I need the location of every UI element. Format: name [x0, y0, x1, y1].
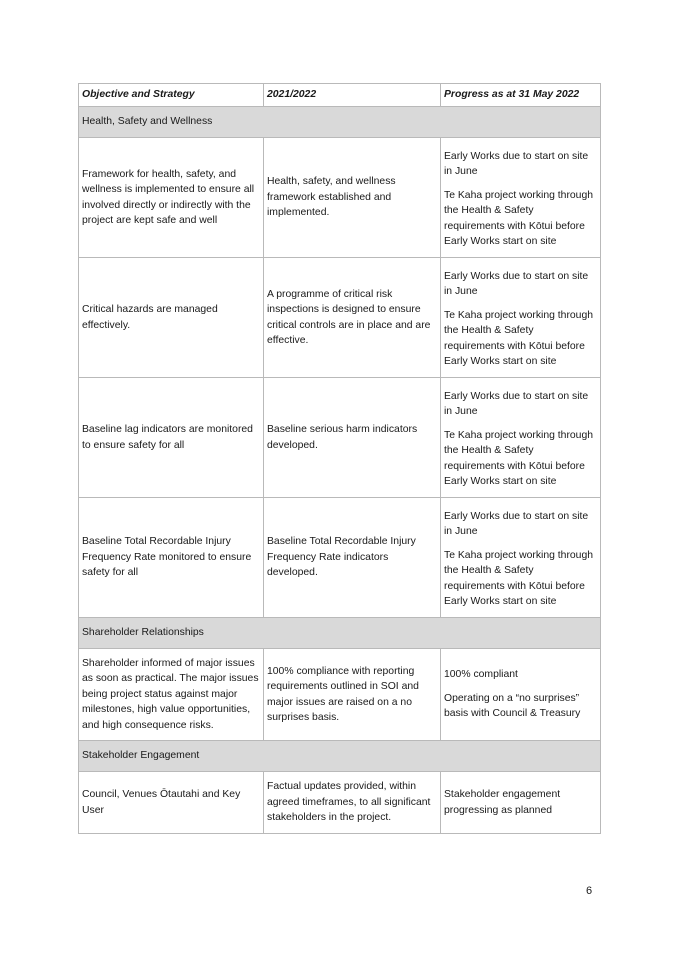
header-year: 2021/2022 [264, 84, 441, 107]
objective-cell: Council, Venues Ōtautahi and Key User [79, 772, 264, 834]
progress-text: Early Works due to start on site in June [444, 510, 589, 537]
table-row [79, 498, 601, 618]
progress-cell [441, 772, 601, 834]
progress-text: Te Kaha project working through the Health & Safety requirements with Kōtui before Early Works start on site [444, 309, 594, 367]
section-title: Health, Safety and Wellness [79, 107, 601, 138]
target-cell: Health, safety, and wellness framework established and implemented. [264, 138, 441, 258]
progress-cell [441, 378, 601, 498]
table-header-row [79, 84, 601, 107]
progress-text: Early Works due to start on site in June [444, 150, 589, 177]
progress-cell [441, 649, 601, 741]
objective-cell: Framework for health, safety, and wellness is implemented to ensure all involved directly or indirectly with the project are kept safe and well [79, 138, 264, 258]
page-number: 6 [586, 885, 593, 897]
table-row [79, 772, 601, 834]
progress-text: Operating on a “no surprises” basis with Council & Treasury [444, 692, 581, 720]
progress-text: Te Kaha project working through the Health & Safety requirements with Kōtui before Early Works start on site [444, 189, 594, 247]
progress-cell [441, 498, 601, 618]
progress-text: Te Kaha project working through the Health & Safety requirements with Kōtui before Early Works start on site [444, 549, 594, 607]
header-objective: Objective and Strategy [79, 84, 264, 107]
section-title: Stakeholder Engagement [79, 741, 601, 772]
progress-text: Early Works due to start on site in June [444, 270, 589, 297]
section-row [79, 107, 601, 138]
target-cell: 100% compliance with reporting requirements outlined in SOI and major issues are raised on a no surprises basis. [264, 649, 441, 741]
section-row [79, 741, 601, 772]
table-row [79, 138, 601, 258]
progress-cell [441, 258, 601, 378]
progress-text: 100% compliant [444, 669, 518, 681]
table-row [79, 258, 601, 378]
table-row [79, 649, 601, 741]
section-title: Shareholder Relationships [79, 618, 601, 649]
progress-cell [441, 138, 601, 258]
table-row [79, 378, 601, 498]
objectives-table [78, 83, 601, 834]
header-progress: Progress as at 31 May 2022 [441, 84, 601, 107]
progress-text: Early Works due to start on site in June [444, 390, 589, 417]
progress-text: Te Kaha project working through the Health & Safety requirements with Kōtui before Early Works start on site [444, 429, 594, 487]
section-row [79, 618, 601, 649]
objective-cell: Baseline lag indicators are monitored to ensure safety for all [79, 378, 264, 498]
objective-cell: Critical hazards are managed effectively. [79, 258, 264, 378]
target-cell: Baseline serious harm indicators developed. [264, 378, 441, 498]
target-cell: A programme of critical risk inspections is designed to ensure critical controls are in place and are effective. [264, 258, 441, 378]
objective-cell: Shareholder informed of major issues as soon as practical. The major issues being project status against major milestones, high value opportunities, and high consequence risks. [79, 649, 264, 741]
target-cell: Baseline Total Recordable Injury Frequency Rate indicators developed. [264, 498, 441, 618]
objective-cell: Baseline Total Recordable Injury Frequency Rate monitored to ensure safety for all [79, 498, 264, 618]
progress-text: Stakeholder engagement progressing as planned [444, 789, 561, 816]
target-cell: Factual updates provided, within agreed timeframes, to all significant stakeholders in the project. [264, 772, 441, 834]
